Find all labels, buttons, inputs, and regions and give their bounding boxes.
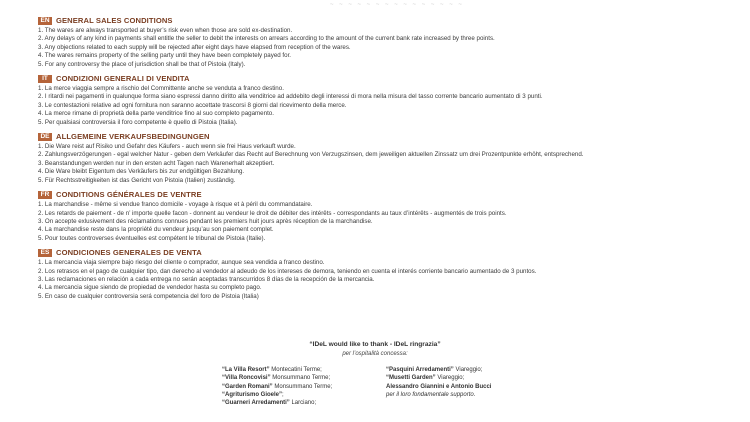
condition-line: 2. Any delays of any kind in payments shall entitle the seller to debit the interests on arrears according to the amount of the current bank rate increased by three points. bbox=[38, 35, 495, 43]
section-title: CONDIZIONI GENERALI DI VENDITA bbox=[56, 74, 190, 84]
condition-line: 4. La marchandise reste dans la propriété du vendeur jusqu’au son paiement complet. bbox=[38, 226, 274, 234]
sponsor-place: Larciano; bbox=[289, 400, 317, 407]
condition-line: 2. Zahlungsverzögerungen - egal welcher Natur - geben dem Verkäufer das Recht auf Berechnung von Verzugszinsen, dem jeweiligen aktuellen Zinssatz um drei Prozentpunkte erhöht, entsprechend. bbox=[38, 151, 584, 159]
section-es bbox=[38, 248, 728, 301]
language-badge-es: ES bbox=[38, 249, 52, 257]
condition-line: 5. Pour toutes controverses éventuelles est compétent le tribunal de Pistoia (Italie). bbox=[38, 234, 266, 242]
sponsor-name: “Villa Roncovisi” bbox=[222, 375, 271, 382]
condition-line: 3. On accepte exlusivement des réclamations connues pendant les premiers huit jours après réception de la marchandise. bbox=[38, 217, 373, 225]
section-header bbox=[38, 74, 728, 84]
condition-line: 5. Per qualsiasi controversia il foro competente è quello di Pistoia (Italia). bbox=[38, 118, 238, 126]
section-title: CONDICIONES GENERALES DE VENTA bbox=[56, 248, 202, 258]
sponsor-place: Monsummano Terme; bbox=[272, 383, 333, 390]
sponsor-entry bbox=[222, 383, 332, 391]
condition-line: 3. Any objections related to each supply will be rejected after eight days have elapsed from reception of the wares. bbox=[38, 43, 351, 51]
top-decoration: ~ ~ ~ ~ ~ ~ ~ ~ ~ ~ ~ ~ ~ ~ ~ bbox=[330, 2, 464, 8]
section-title: ALLGEMEINE VERKAUFSBEDINGUNGEN bbox=[56, 132, 210, 142]
sponsor-place: Monsummano Terme; bbox=[270, 375, 331, 382]
sponsor-entry bbox=[386, 383, 491, 391]
condition-line: 4. The wares remains property of the selling party until they have been completely payed for. bbox=[38, 52, 292, 60]
condition-line: 4. La mercancia sigue siendo de propiedad de vendedor hasta su completo pago. bbox=[38, 284, 262, 292]
sponsor-name: “La Villa Resort” bbox=[222, 367, 270, 373]
section-header bbox=[38, 132, 728, 142]
thanks-right-column bbox=[386, 366, 491, 399]
sponsor-name: Alessandro Giannini e Antonio Bucci bbox=[386, 383, 492, 390]
condition-line: 4. Die Ware bleibt Eigentum des Verkäufers bis zur endgültigen Bezahlung. bbox=[38, 168, 245, 176]
sponsor-entry bbox=[386, 366, 491, 374]
condition-line: 3. Las reclamaciones en relación a cada entrega no serán aceptadas transcurridos 8 días de la recepción de la mercancia. bbox=[38, 275, 375, 283]
condition-line: 1. La merce viaggia sempre a rischio del Committente anche se venduta a franco destino. bbox=[38, 85, 284, 93]
section-title: GENERAL SALES CONDITIONS bbox=[56, 16, 173, 25]
section-fr bbox=[38, 190, 728, 243]
section-de bbox=[38, 132, 728, 185]
condition-line: 2. Les retards de paiement - de n’ importe quelle facon - donnent au vendeur le droit de débiter des intérêts - correspondants au taux d’intérêts - augmentés de trois points. bbox=[38, 209, 507, 217]
condition-line: 1. The wares are always transported at buyer’s risk even when those are sold ex-destination. bbox=[38, 27, 293, 34]
sponsor-name: “Agriturismo Gioele” bbox=[222, 391, 283, 398]
language-badge-de: DE bbox=[38, 133, 52, 141]
sponsor-entry bbox=[222, 399, 332, 407]
section-header bbox=[38, 248, 728, 258]
language-badge-it: IT bbox=[38, 75, 52, 83]
condition-line: 1. La marchandise - même si vendue franco domicile - voyage à risque et à péril du commandataire. bbox=[38, 201, 313, 209]
sponsor-name: “Musetti Garden” bbox=[386, 375, 436, 382]
language-badge-en: EN bbox=[38, 17, 52, 25]
section-it bbox=[38, 74, 728, 127]
sponsor-name: “Guarneri Arredamenti” bbox=[222, 400, 290, 407]
condition-line: 4. La merce rimane di proprietà della parte venditrice fino al suo completo pagamento. bbox=[38, 110, 274, 118]
sales-conditions bbox=[38, 16, 728, 306]
section-header bbox=[38, 190, 728, 200]
sponsor-place: Viareggio; bbox=[453, 367, 483, 373]
sponsor-name: “Pasquini Arredamenti” bbox=[386, 367, 454, 373]
thanks-subtitle: per l’ospitalità concessa: bbox=[342, 351, 408, 357]
condition-line: 2. Los retrasos en el pago de cualquier tipo, dan derecho al vendedor al adeudo de los intereses de demora, teniendo en cuenta el interés corriente bancario aumentado de 3 puntos. bbox=[38, 267, 537, 275]
condition-line: 2. I ritardi nei pagamenti in qualunque forma siano espressi danno diritto alla venditrice ad addebito degli interessi di mora nella misura del tasso corrente bancario aumentato di 3 punti. bbox=[38, 93, 543, 101]
language-badge-fr: FR bbox=[38, 191, 52, 199]
condition-line: 3. Beanstandungen werden nur in den ersten acht Tagen nach Warenerhalt akzeptiert. bbox=[38, 159, 275, 167]
condition-line: 5. En caso de cualquier controversia será competencia del foro de Pistoia (Italia) bbox=[38, 292, 259, 300]
thanks-title: “IDeL would like to thank - IDeL ringrazia” bbox=[309, 341, 441, 348]
section-title: CONDITIONS GÉNÉRALES DE VENTRE bbox=[56, 190, 202, 200]
condition-line: 3. Le contestazioni relative ad ogni fornitura non saranno accettate trascorsi 8 giorni dal ricevimento della merce. bbox=[38, 101, 347, 109]
sponsor-place: Montecatini Terme; bbox=[269, 367, 322, 373]
section-header bbox=[38, 16, 728, 26]
sponsor-name: “Garden Romani” bbox=[222, 383, 273, 390]
sponsor-place: Viareggio; bbox=[435, 375, 465, 382]
condition-line: 1. Die Ware reist auf Risiko und Gefahr des Käufers - auch wenn sie frei Haus verkauft wurde. bbox=[38, 143, 296, 151]
sponsor-entry bbox=[222, 374, 332, 382]
sponsor-entry bbox=[222, 366, 332, 374]
condition-line: 5. Für Rechtsstreitigkeiten ist das Gericht von Pistoia (Italien) zuständig. bbox=[38, 176, 236, 184]
sponsor-entry bbox=[222, 391, 332, 399]
condition-line: 5. For any controversy the place of jurisdiction shall be that of Pistoia (Italy). bbox=[38, 60, 246, 68]
thanks-left-column bbox=[222, 366, 332, 407]
sponsor-entry bbox=[386, 374, 491, 382]
condition-line: 1. La mercancia viaja siempre bajo riesgo del cliente o comprador, aunque sea vendida a franco destino. bbox=[38, 259, 325, 267]
sponsor-place: ; bbox=[282, 391, 284, 398]
section-en bbox=[38, 16, 728, 69]
support-note: per il loro fondamentale supporto. bbox=[386, 391, 476, 398]
